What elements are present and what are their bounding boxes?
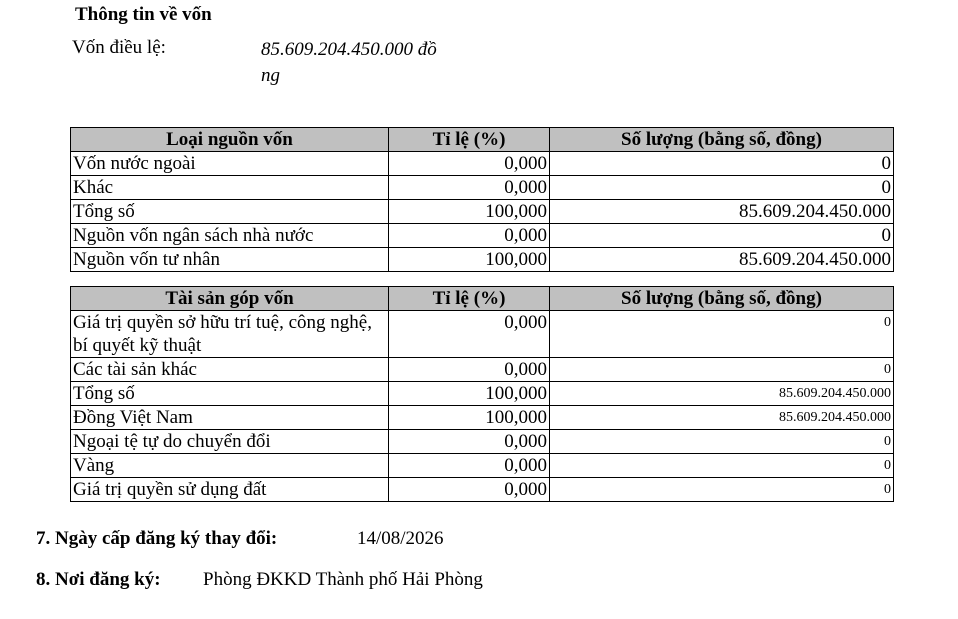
- row-label: Các tài sản khác: [71, 358, 389, 382]
- table-header-row: [71, 287, 894, 311]
- row-amount: 85.609.204.450.000: [550, 406, 894, 430]
- registry-label: 8. Nơi đăng ký:: [36, 569, 161, 590]
- row-label: Đồng Việt Nam: [71, 406, 389, 430]
- row-label: Nguồn vốn ngân sách nhà nước: [71, 224, 389, 248]
- row-ratio: 0,000: [389, 478, 550, 502]
- row-amount: 0: [550, 152, 894, 176]
- header-asset-type: Tài sản góp vốn: [71, 287, 389, 311]
- table-row: [71, 176, 894, 200]
- table-row: [71, 406, 894, 430]
- table-row: [71, 311, 894, 358]
- table-row: [71, 248, 894, 272]
- header-amount: Số lượng (bằng số, đồng): [550, 128, 894, 152]
- charter-capital-value: 85.609.204.450.000 đồng: [261, 39, 437, 86]
- header-ratio: Tỉ lệ (%): [389, 287, 550, 311]
- row-amount: 0: [550, 311, 894, 358]
- row-ratio: 0,000: [389, 358, 550, 382]
- change-date-value: 14/08/2026: [357, 528, 444, 549]
- row-ratio: 0,000: [389, 152, 550, 176]
- row-label: Vàng: [71, 454, 389, 478]
- table-row: [71, 358, 894, 382]
- row-label: Tổng số: [71, 200, 389, 224]
- change-date-label: 7. Ngày cấp đăng ký thay đổi:: [36, 528, 278, 549]
- row-ratio: 100,000: [389, 248, 550, 272]
- row-ratio: 0,000: [389, 454, 550, 478]
- row-amount: 0: [550, 358, 894, 382]
- header-source-type: Loại nguồn vốn: [71, 128, 389, 152]
- table-row: [71, 224, 894, 248]
- table-row: [71, 382, 894, 406]
- row-amount: 85.609.204.450.000: [550, 382, 894, 406]
- charter-capital-label: Vốn điều lệ:: [72, 37, 166, 58]
- row-label: Vốn nước ngoài: [71, 152, 389, 176]
- table-row: [71, 478, 894, 502]
- capital-source-table: [70, 127, 894, 272]
- row-amount: 0: [550, 454, 894, 478]
- table-row: [71, 454, 894, 478]
- table-row: [71, 200, 894, 224]
- row-label: Nguồn vốn tư nhân: [71, 248, 389, 272]
- row-amount: 0: [550, 176, 894, 200]
- contributed-assets-table: [70, 286, 894, 502]
- registry-value: Phòng ĐKKD Thành phố Hải Phòng: [203, 569, 483, 590]
- row-label: Giá trị quyền sở hữu trí tuệ, công nghệ, bí quyết kỹ thuật: [71, 311, 389, 358]
- row-label: Tổng số: [71, 382, 389, 406]
- header-ratio: Tỉ lệ (%): [389, 128, 550, 152]
- row-ratio: 100,000: [389, 382, 550, 406]
- row-amount: 85.609.204.450.000: [550, 248, 894, 272]
- table-row: [71, 152, 894, 176]
- header-amount: Số lượng (bằng số, đồng): [550, 287, 894, 311]
- row-label: Giá trị quyền sử dụng đất: [71, 478, 389, 502]
- capital-section-title: Thông tin về vốn: [75, 4, 212, 25]
- table-header-row: [71, 128, 894, 152]
- row-amount: 0: [550, 478, 894, 502]
- table-row: [71, 430, 894, 454]
- row-ratio: 0,000: [389, 430, 550, 454]
- row-amount: 85.609.204.450.000: [550, 200, 894, 224]
- row-ratio: 0,000: [389, 176, 550, 200]
- row-amount: 0: [550, 224, 894, 248]
- row-ratio: 0,000: [389, 311, 550, 358]
- row-ratio: 100,000: [389, 200, 550, 224]
- row-amount: 0: [550, 430, 894, 454]
- row-label: Ngoại tệ tự do chuyển đổi: [71, 430, 389, 454]
- row-ratio: 100,000: [389, 406, 550, 430]
- row-label: Khác: [71, 176, 389, 200]
- row-ratio: 0,000: [389, 224, 550, 248]
